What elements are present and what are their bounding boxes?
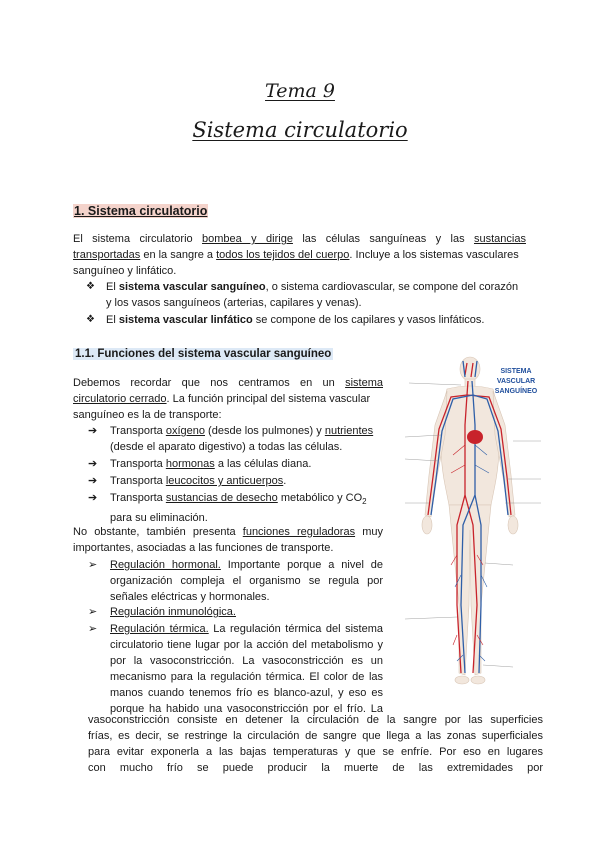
arrow-icon: ➔: [88, 475, 98, 487]
section-heading-1-1: 1.1. Funciones del sistema vascular sanguíneo: [75, 348, 332, 360]
circulatory-system-figure: [395, 355, 545, 695]
tail-line-2: frías, es decir, se restringe la circulación de sangre que llega a las zonas superficiales: [88, 730, 543, 742]
human-body-illustration: [395, 355, 545, 695]
figure-title-1: SISTEMA: [500, 368, 532, 375]
arrow-icon: ➔: [88, 458, 98, 470]
intro-line-2: transportadas en la sangre a todos los tejidos del cuerpo. Incluye a los sistemas vasculares: [73, 249, 519, 261]
section-heading-1: 1. Sistema circulatorio: [74, 204, 208, 218]
triangle-arrow-icon: ➢: [88, 623, 98, 635]
p1-line-2: circulatorio cerrado. La función principal del sistema vascular: [73, 393, 371, 405]
diamond-bullet-icon: ❖: [86, 314, 95, 325]
triangle-arrow-icon: ➢: [88, 559, 98, 571]
p1-line-3: sanguíneo es la de transporte:: [73, 409, 222, 421]
tail-line-4: con mucho frío se puede producir la muerte de las extremidades por: [88, 762, 543, 774]
figure-title-2: VASCULAR: [496, 378, 536, 385]
page-title: Sistema circulatorio: [192, 118, 408, 142]
document-page: Tema 9 Sistema circulatorio 1. Sistema circulatorio El sistema circulatorio bombea y dirige las células sanguíneas y las sustancias transportadas en la sangre a todos los tejidos del cuerpo. Incluye a los sistemas vasculares sanguíneo y linfático. ❖ El sistema vascular sanguíneo, o sistema cardiovascular, se compone del corazón y los vasos sanguíneos (arterias, capilares y venas). ❖ El sistema vascular linfático se compone de los capilares y vasos linfáticos. 1.1. Funciones del sistema vascular sanguíneo Debemos recordar que nos centramos en un sistema circulatorio cerrado. La función principal del sistema vascular sanguíneo es la de transporte: ➔ Transporta oxígeno (desde los pulmones) y nutrientes (desde el aparato digestivo) a todas las células. ➔ Transporta hormonas a las células diana. ➔ Transporta leucocitos y anticuerpos. ➔ Transporta sustancias de desecho metabólico y $CO_2$ para su eliminación. No obstante, también presenta funciones reguladoras muy importantes, asociadas a las funciones de transporte. ➢ Regulación hormonal. Importante porque a nivel de organización compleja el organismo se regula por señales eléctricas y hormonales. ➢ Regulación inmunológica. ➢ Regulación térmica. La regulación térmica del sistema circulatorio tiene lugar por la acción del metabolismo y por la vasoconstricción. La vasoconstricción es un mecanismo para la regulación térmica. El color de las manos cuando tenemos frío es blanco-azul, y eso es porque ha habido una vasoconstricción por el frío. La vasoconstricción consiste en detener la circulación de la sangre por las superficies frías, es decir, se restringe la circulación de sangre que llega a las zonas superficiales para evitar exponerla a las bajas temperaturas y que se enfríe. Por eso en lugares con mucho frío se puede producir la muerte de las extremidades por SISTEMA VASCULAR SANGUÍNEO: [0, 0, 600, 848]
arrow-icon: ➔: [88, 425, 98, 437]
triangle-arrow-icon: ➢: [88, 606, 98, 618]
diamond-bullet-icon: ❖: [86, 281, 95, 292]
intro-line-1: El sistema circulatorio bombea y dirige las células sanguíneas y las sustancias: [73, 233, 526, 245]
p2-line-2: importantes, asociadas a las funciones de transporte.: [73, 542, 334, 554]
arrow-icon: ➔: [88, 492, 98, 504]
figure-title-3: SANGUÍNEO: [494, 388, 538, 395]
p1-line-1: Debemos recordar que nos centramos en un sistema: [73, 377, 383, 389]
p2-line-1: No obstante, también presenta funciones reguladoras muy: [73, 526, 383, 538]
tail-line-3: para evitar exponerla a las bajas temperaturas y que se enfríe. Por eso en lugares: [88, 746, 543, 758]
intro-line-3: sanguíneo y linfático.: [73, 265, 177, 277]
body-silhouette: [422, 357, 518, 684]
tail-line-1: vasoconstricción consiste en detener la circulación de la sangre por las superficies: [88, 714, 543, 726]
heart-icon: [467, 430, 483, 444]
chapter-title: Tema 9: [265, 80, 335, 102]
